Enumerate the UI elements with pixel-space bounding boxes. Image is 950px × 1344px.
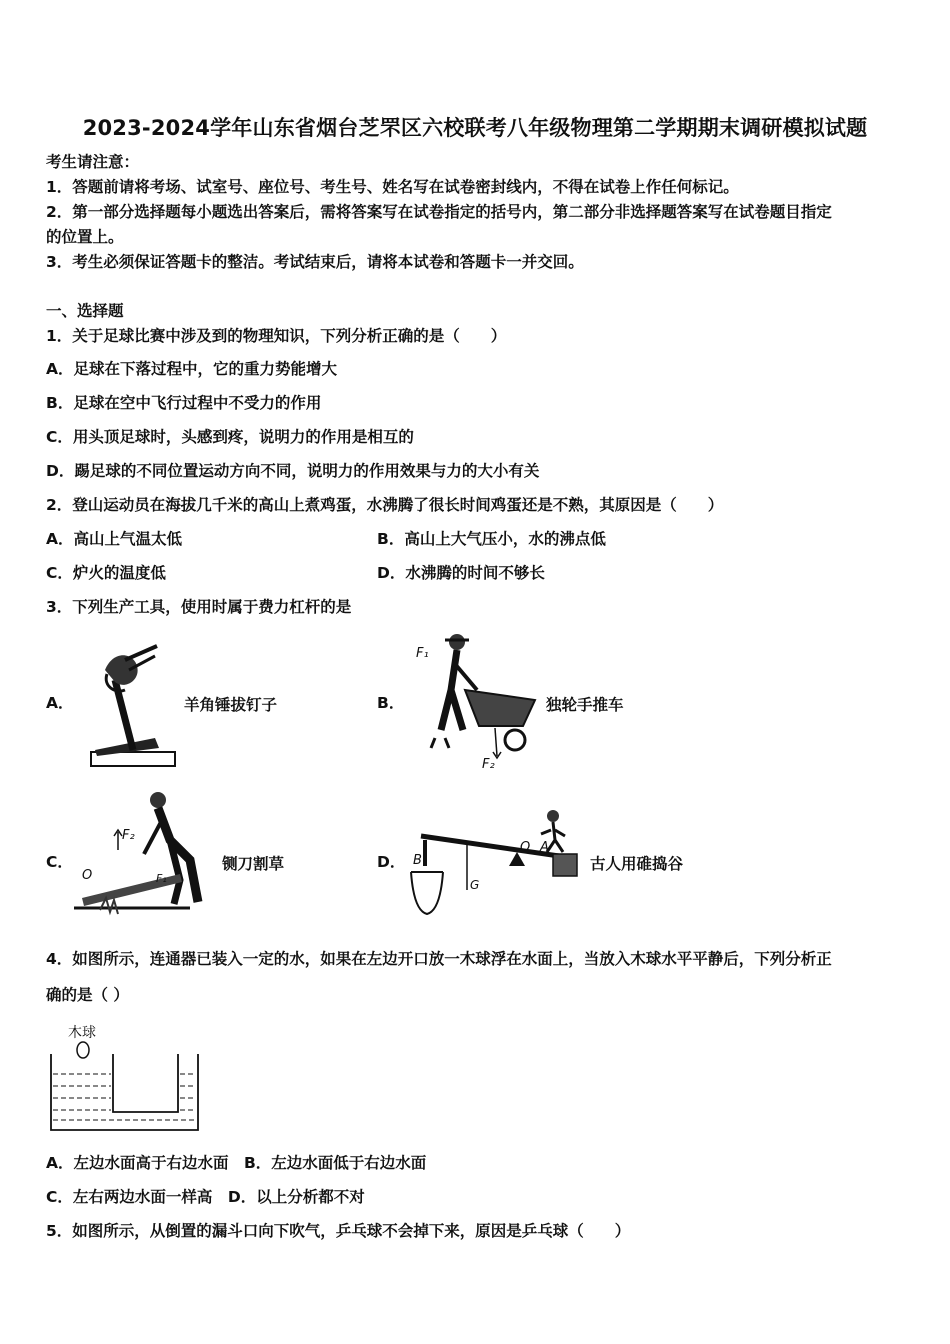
q3-option-c-letter: C． (46, 853, 73, 871)
notice-item-2: 2．第一部分选择题每小题选出答案后，需将答案写在试卷指定的括号内，第二部分非选择题答案写在试卷题目指定 (46, 203, 832, 221)
q3-option-a-letter: A． (46, 694, 74, 712)
q2-option-d: D．水沸腾的时间不够长 (377, 564, 545, 582)
label-a-d: A (540, 840, 549, 855)
q2-option-a: A．高山上气温太低 (46, 530, 182, 548)
claw-hammer-figure (85, 640, 185, 770)
q3-option-a-caption: 羊角锤拔钉子 (184, 696, 278, 714)
q3-stem: 3．下列生产工具，使用时属于费力杠杆的是 (46, 598, 352, 616)
q4-stem-line1: 4．如图所示，连通器已装入一定的水，如果在左边开口放一木球浮在水面上，当放入木球水平平静后，下列分析正 (46, 950, 832, 968)
connected-vessel-figure (46, 1040, 206, 1132)
notice-item-1: 1．答题前请将考场、试室号、座位号、考生号、姓名写在试卷密封线内，不得在试卷上作任何标记。 (46, 178, 739, 196)
q3-option-d-letter: D． (377, 853, 406, 871)
q2-stem: 2．登山运动员在海拔几千米的高山上煮鸡蛋，水沸腾了很长时间鸡蛋还是不熟，其原因是（ ） (46, 496, 724, 514)
q4-options-line1: A．左边水面高于右边水面 B．左边水面低于右边水面 (46, 1154, 427, 1172)
q4-options-line2: C．左右两边水面一样高 D．以上分析都不对 (46, 1188, 365, 1206)
q1-option-c: C．用头顶足球时，头感到疼，说明力的作用是相互的 (46, 428, 414, 446)
q3-option-d-caption: 古人用碓捣谷 (590, 855, 684, 873)
q1-option-b: B．足球在空中飞行过程中不受力的作用 (46, 394, 322, 412)
q3-option-c-caption: 铡刀割草 (222, 855, 285, 873)
label-o-d: O (520, 840, 531, 855)
label-f2-c: F₂ (122, 828, 135, 843)
q2-option-b: B．高山上大气压小，水的沸点低 (377, 530, 606, 548)
label-o-c: O (82, 868, 93, 883)
q1-stem: 1．关于足球比赛中涉及到的物理知识，下列分析正确的是（ ） (46, 327, 507, 345)
q1-option-a: A．足球在下落过程中，它的重力势能增大 (46, 360, 337, 378)
page-title: 2023-2024学年山东省烟台芝罘区六校联考八年级物理第二学期期末调研模拟试题 (82, 116, 868, 140)
label-f2-b: F₂ (482, 757, 495, 772)
label-b-d: B (413, 853, 422, 868)
q5-stem: 5．如图所示，从倒置的漏斗口向下吹气，乒乓球不会掉下来，原因是乒乓球（ ） (46, 1222, 631, 1240)
pestle-figure (405, 800, 585, 925)
q2-option-c: C．炉火的温度低 (46, 564, 166, 582)
wooden-ball-label: 木球 (68, 1025, 96, 1041)
label-f1-c: F₁ (156, 872, 167, 885)
hay-cutter-figure (70, 790, 220, 920)
q3-option-b-caption: 独轮手推车 (546, 696, 624, 714)
section-heading: 一、选择题 (46, 302, 124, 320)
notice-heading: 考生请注意： (46, 153, 140, 171)
notice-item-2-cont: 的位置上。 (46, 228, 124, 246)
q3-option-b-letter: B． (377, 694, 405, 712)
label-g-d: G (470, 878, 480, 892)
q4-stem-line2: 确的是（ ） (46, 986, 129, 1004)
notice-item-3: 3．考生必须保证答题卡的整洁。考试结束后，请将本试卷和答题卡一并交回。 (46, 253, 584, 271)
label-f1-b: F₁ (416, 646, 429, 661)
q1-option-d: D．踢足球的不同位置运动方向不同，说明力的作用效果与力的大小有关 (46, 462, 540, 480)
